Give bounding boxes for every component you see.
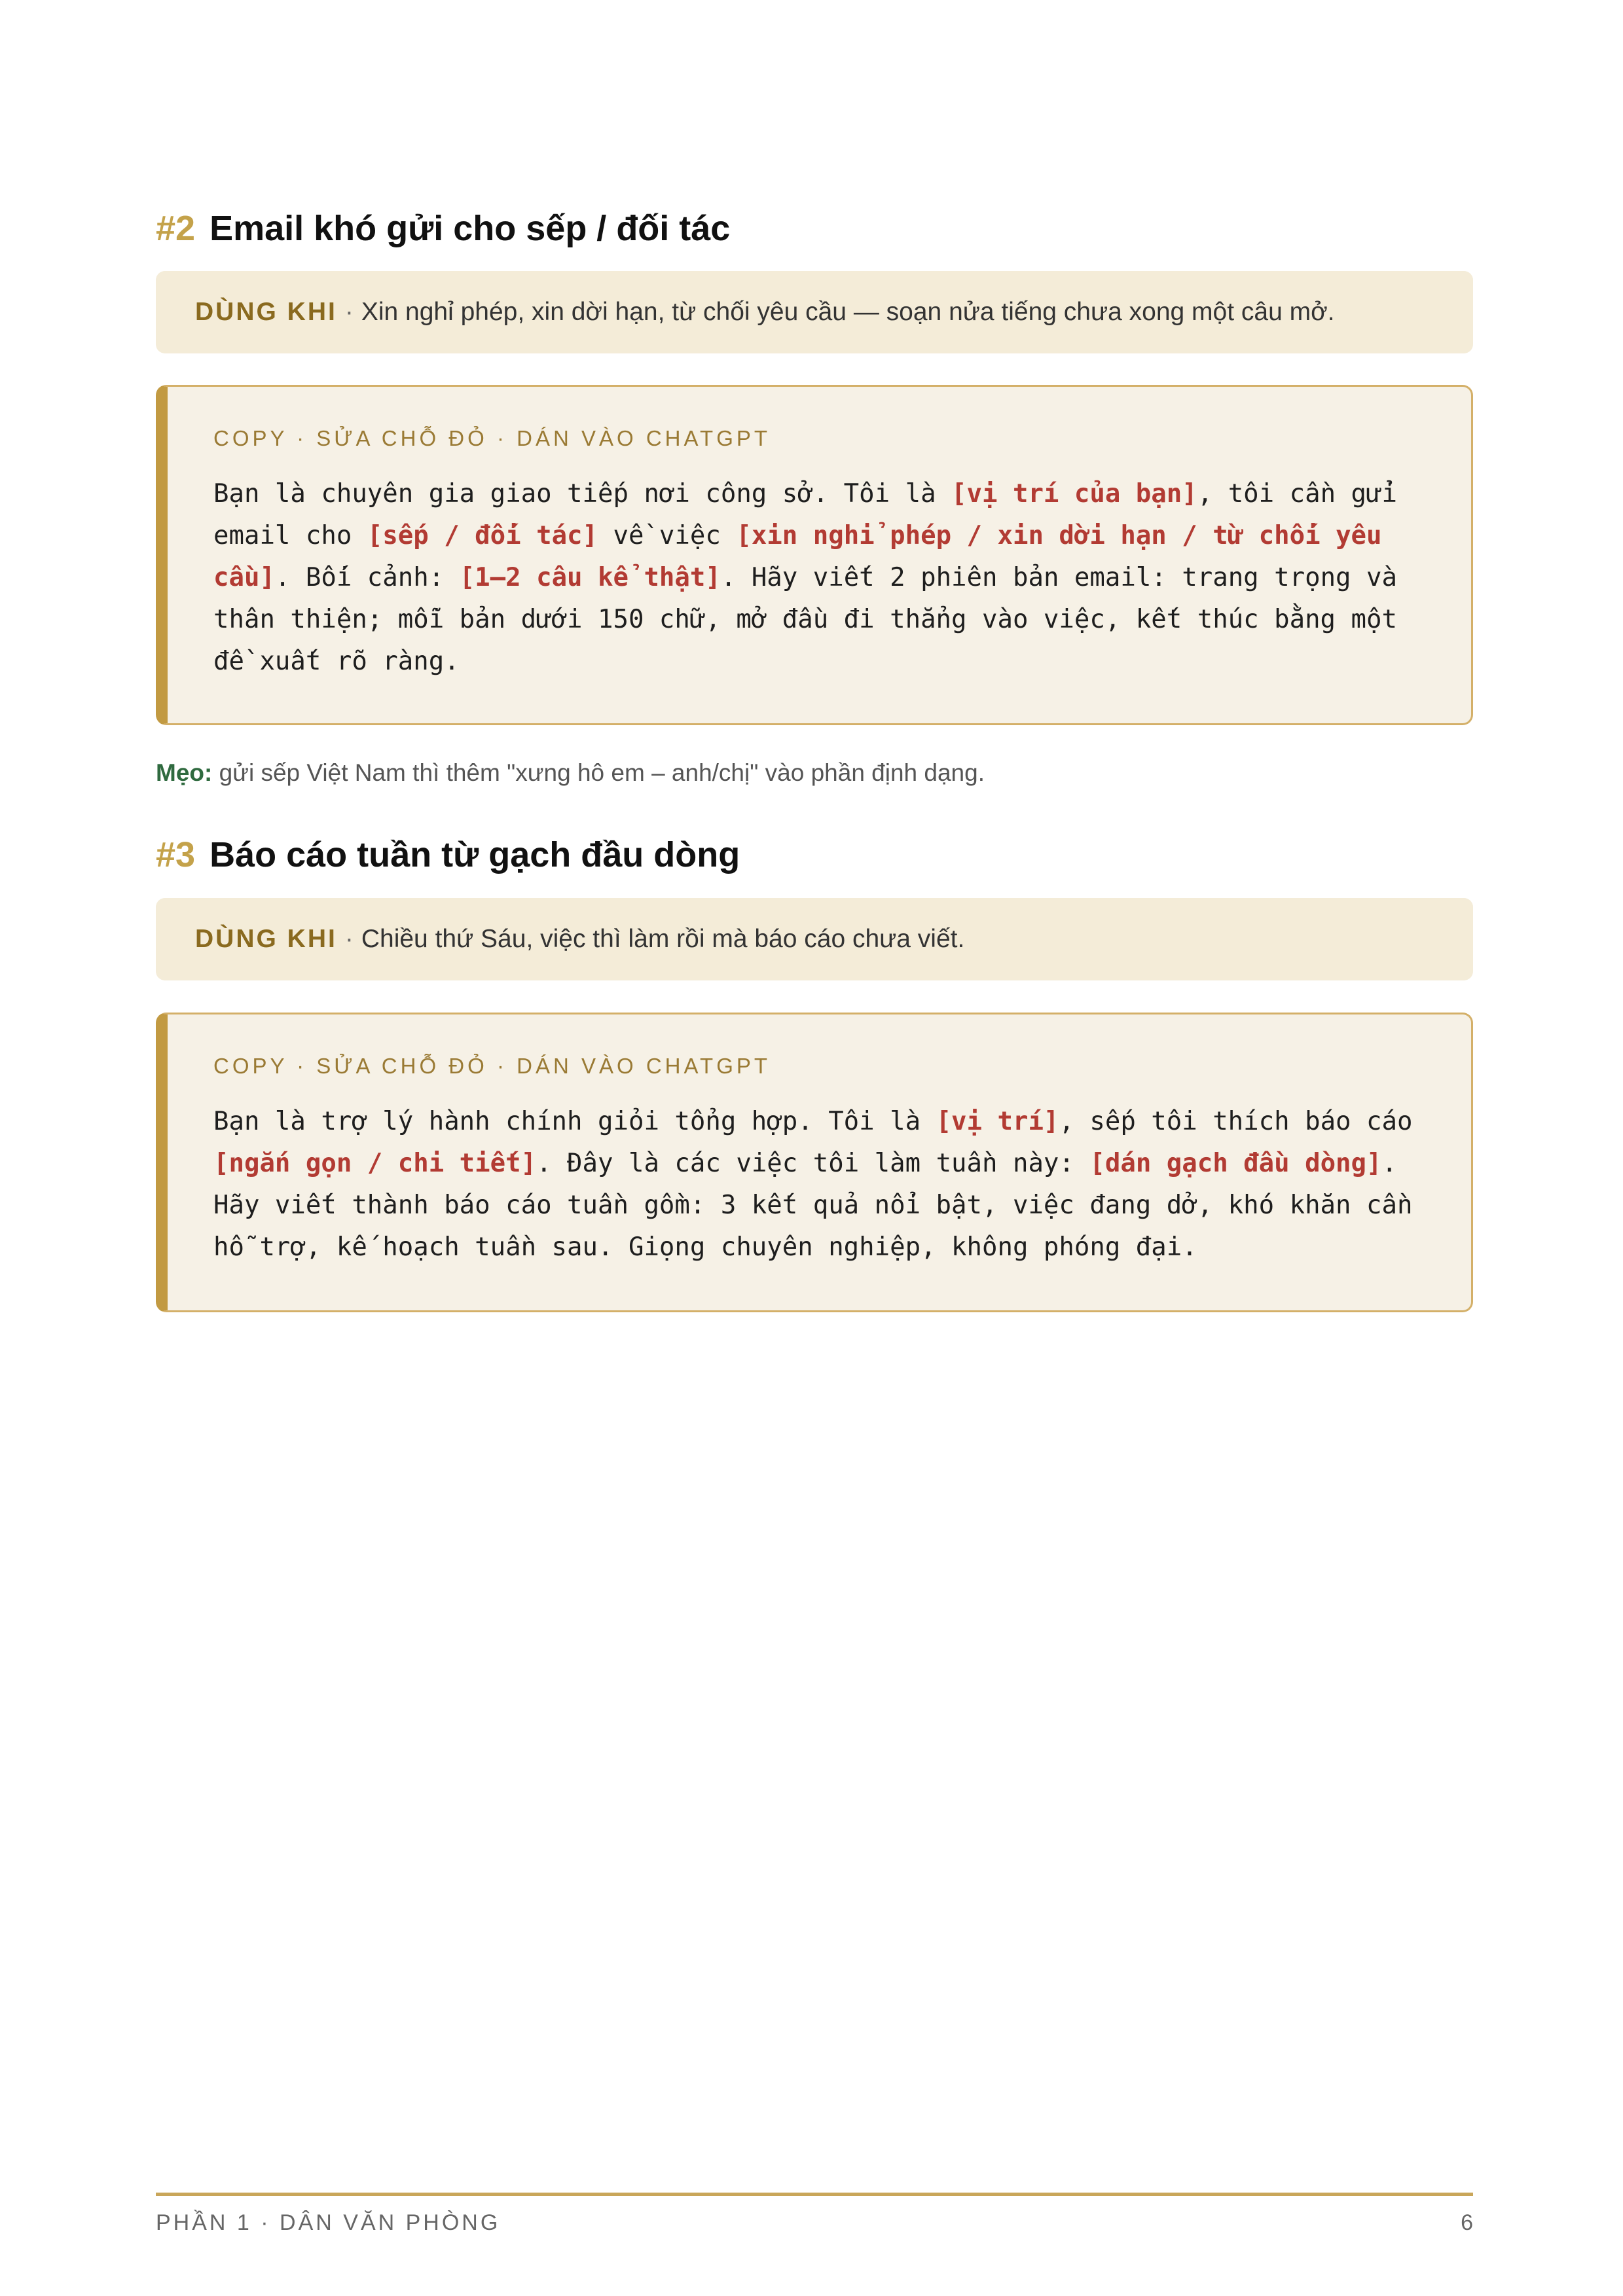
- use-case-box-2: [156, 271, 1473, 353]
- placeholder-field: [sếp / đối tác]: [367, 521, 598, 550]
- prompt-text[interactable]: [213, 1101, 1432, 1268]
- placeholder-field: [ngắn gọn / chi tiết]: [213, 1149, 537, 1178]
- use-case-box-3: [156, 898, 1473, 980]
- prompt-segment: . Hãy viết thành báo cáo tuần gồm: 3 kết quả nổi bật, việc đang dở, khó khăn cần hỗ trợ, kế hoạch tuần sau. Giọng chuyên nghiệp, không phóng đại.: [213, 1149, 1428, 1262]
- section-heading-2: [156, 211, 730, 246]
- prompt-caption: COPY · SỬA CHỖ ĐỎ · DÁN VÀO CHATGPT: [213, 1054, 771, 1078]
- prompt-segment: . Hãy viết 2 phiên bản email: trang trọng và thân thiện; mỗi bản dưới 150 chữ, mở đầu đi thẳng vào việc, kết thúc bằng một đề xuất rõ ràng.: [213, 563, 1413, 676]
- prompt-segment: Bạn là chuyên gia giao tiếp nơi công sở. Tôi là: [213, 479, 952, 509]
- prompt-text[interactable]: [213, 473, 1432, 683]
- placeholder-field: [vị trí]: [936, 1107, 1059, 1136]
- prompt-caption: COPY · SỬA CHỖ ĐỎ · DÁN VÀO CHATGPT: [213, 426, 771, 450]
- placeholder-field: [1–2 câu kể thật]: [459, 563, 721, 592]
- tip-line: [156, 759, 985, 787]
- prompt-box-3: [156, 1013, 1473, 1312]
- footer-divider: [156, 2193, 1473, 2196]
- section-number: #3: [156, 835, 196, 874]
- section-number: #2: [156, 209, 196, 248]
- prompt-box-2: [156, 385, 1473, 725]
- use-case-separator: ·: [344, 298, 354, 326]
- page-number: 6: [1461, 2210, 1473, 2235]
- prompt-segment: . Đây là các việc tôi làm tuần này:: [536, 1149, 1090, 1178]
- tip-text: gửi sếp Việt Nam thì thêm "xưng hô em – anh/chị" vào phần định dạng.: [219, 759, 985, 786]
- prompt-segment: , tôi cần gửi email cho: [213, 479, 1413, 550]
- use-case-label: DÙNG KHI: [195, 298, 337, 326]
- placeholder-field: [dán gạch đầu dòng]: [1089, 1149, 1382, 1178]
- section-title: Email khó gửi cho sếp / đối tác: [210, 209, 731, 248]
- tip-label: Mẹo:: [156, 759, 213, 786]
- use-case-text: Xin nghỉ phép, xin dời hạn, từ chối yêu cầu — soạn nửa tiếng chưa xong một câu mở.: [361, 298, 1335, 326]
- footer-section-label: PHẦN 1 · DÂN VĂN PHÒNG: [156, 2210, 501, 2235]
- placeholder-field: [xin nghỉ phép / xin dời hạn / từ chối yêu cầu]: [213, 521, 1397, 592]
- section-title: Báo cáo tuần từ gạch đầu dòng: [210, 835, 740, 874]
- prompt-segment: , sếp tôi thích báo cáo: [1059, 1107, 1428, 1136]
- prompt-segment: về việc: [598, 521, 737, 550]
- placeholder-field: [vị trí của bạn]: [951, 479, 1197, 509]
- use-case-separator: ·: [344, 925, 354, 953]
- use-case-label: DÙNG KHI: [195, 925, 337, 953]
- section-heading-3: [156, 837, 740, 872]
- prompt-segment: Bạn là trợ lý hành chính giỏi tổng hợp. Tôi là: [213, 1107, 936, 1136]
- prompt-segment: . Bối cảnh:: [274, 563, 460, 592]
- use-case-text: Chiều thứ Sáu, việc thì làm rồi mà báo cáo chưa viết.: [361, 925, 965, 953]
